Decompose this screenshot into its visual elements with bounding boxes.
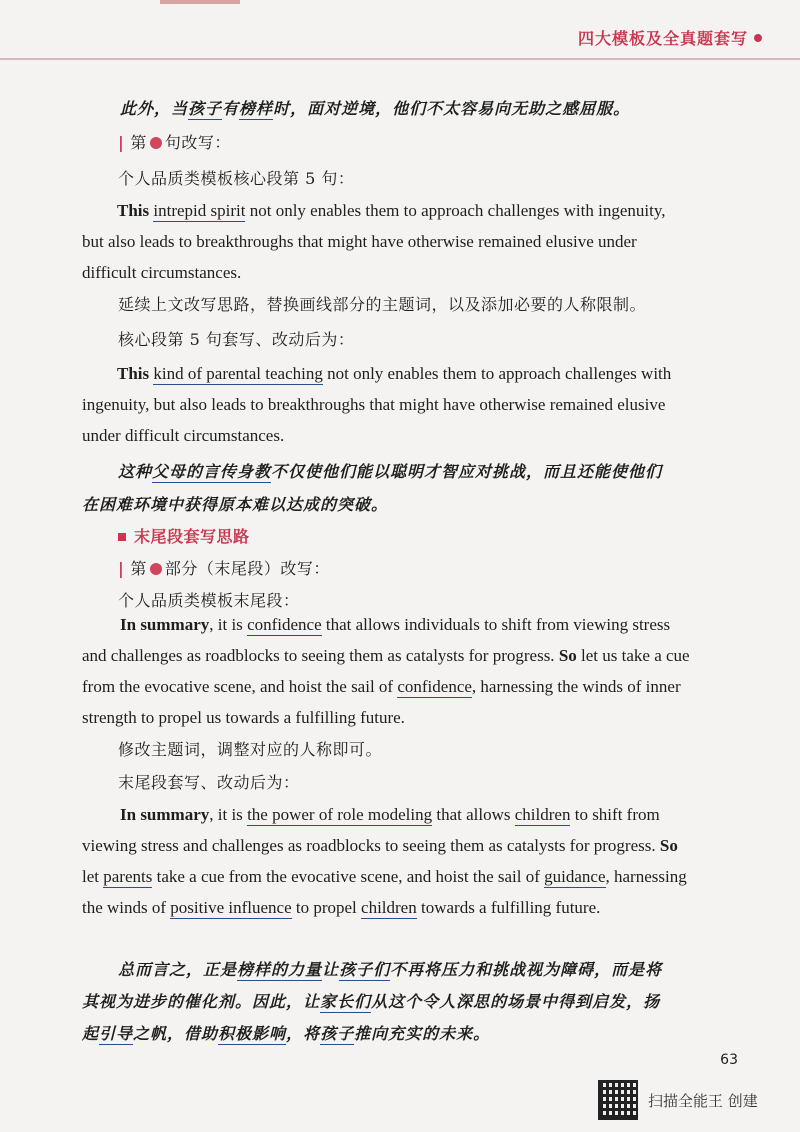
zh-translation-2-line1: 这种父母的言传身教不仅使他们能以聪明才智应对挑战，而且还能使他们 — [118, 462, 663, 481]
english-rewrite-1: This kind of parental teaching not only enables them to approach challenges with ingenuity, but also leads to breakthroughs that might have otherwise remained elusive under difficult circumstances. — [82, 364, 672, 445]
part-heading: | 第 部分（末尾段）改写： — [118, 559, 330, 578]
number-5-dot-icon — [150, 137, 162, 149]
zh-translation-3-line1: 总而言之，正是榜样的力量让孩子们不再将压力和挑战视为障碍，而是将 — [118, 960, 663, 979]
english-original-2: In summary, it is confidence that allows individuals to shift from viewing stress and challenges as roadblocks to seeing them as catalysts for progress. So let us take a cue from the evocative scene, and hoist the sail of confidence, harnessing the winds of inner strength to propel us towards a fulfilling future. — [82, 615, 690, 727]
zh-translation-3-line3: 起引导之帆，借助积极影响，将孩子推向充实的未来。 — [82, 1024, 491, 1043]
zh-translation-3-line2: 其视为进步的催化剂。因此，让家长们从这个令人深思的场景中得到启发，扬 — [82, 992, 661, 1011]
page-number: 63 — [720, 1052, 738, 1068]
template-title-2: 个人品质类模板末尾段： — [118, 591, 300, 610]
header-rule — [0, 58, 800, 60]
english-original-1: This intrepid spirit not only enables them to approach challenges with ingenuity, but also leads to breakthroughs that might have otherwise remained elusive under difficult circumstances. — [82, 201, 666, 282]
scanner-watermark: 扫描全能王 创建 — [648, 1092, 758, 1110]
section-bar-icon: | — [118, 133, 125, 152]
header-dot-icon — [754, 34, 762, 42]
note-3: 修改主题词，调整对应的人称即可。 — [118, 740, 383, 759]
note-2: 核心段第 5 句套写、改动后为： — [118, 330, 355, 349]
section-bar-icon: | — [118, 559, 125, 578]
zh-translation-1: 此外，当孩子有榜样时，面对逆境，他们不太容易向无助之感屈服。 — [120, 99, 631, 118]
square-bullet-icon — [118, 533, 126, 541]
running-header: 四大模板及全真题套写 — [577, 29, 748, 48]
section-heading: 末尾段套写思路 — [118, 524, 250, 547]
top-accent-bar — [160, 0, 240, 4]
qr-code-icon — [598, 1080, 638, 1120]
template-title-1: 个人品质类模板核心段第 5 句： — [118, 169, 355, 188]
number-6-dot-icon — [150, 563, 162, 575]
note-1: 延续上文改写思路，替换画线部分的主题词，以及添加必要的人称限制。 — [118, 295, 647, 314]
zh-translation-2-line2: 在困难环境中获得原本难以达成的突破。 — [82, 495, 389, 514]
note-4: 末尾段套写、改动后为： — [118, 773, 300, 792]
sentence-5-heading: | 第 句改写： — [118, 133, 231, 152]
english-rewrite-2: In summary, it is the power of role modeling that allows children to shift from viewing stress and challenges as roadblocks to seeing them as catalysts for progress. So let parents take a cue from the evocative scene, and hoist the sail of guidance, harnessing the winds of positive influence to propel children towards a fulfilling future. — [82, 805, 687, 917]
